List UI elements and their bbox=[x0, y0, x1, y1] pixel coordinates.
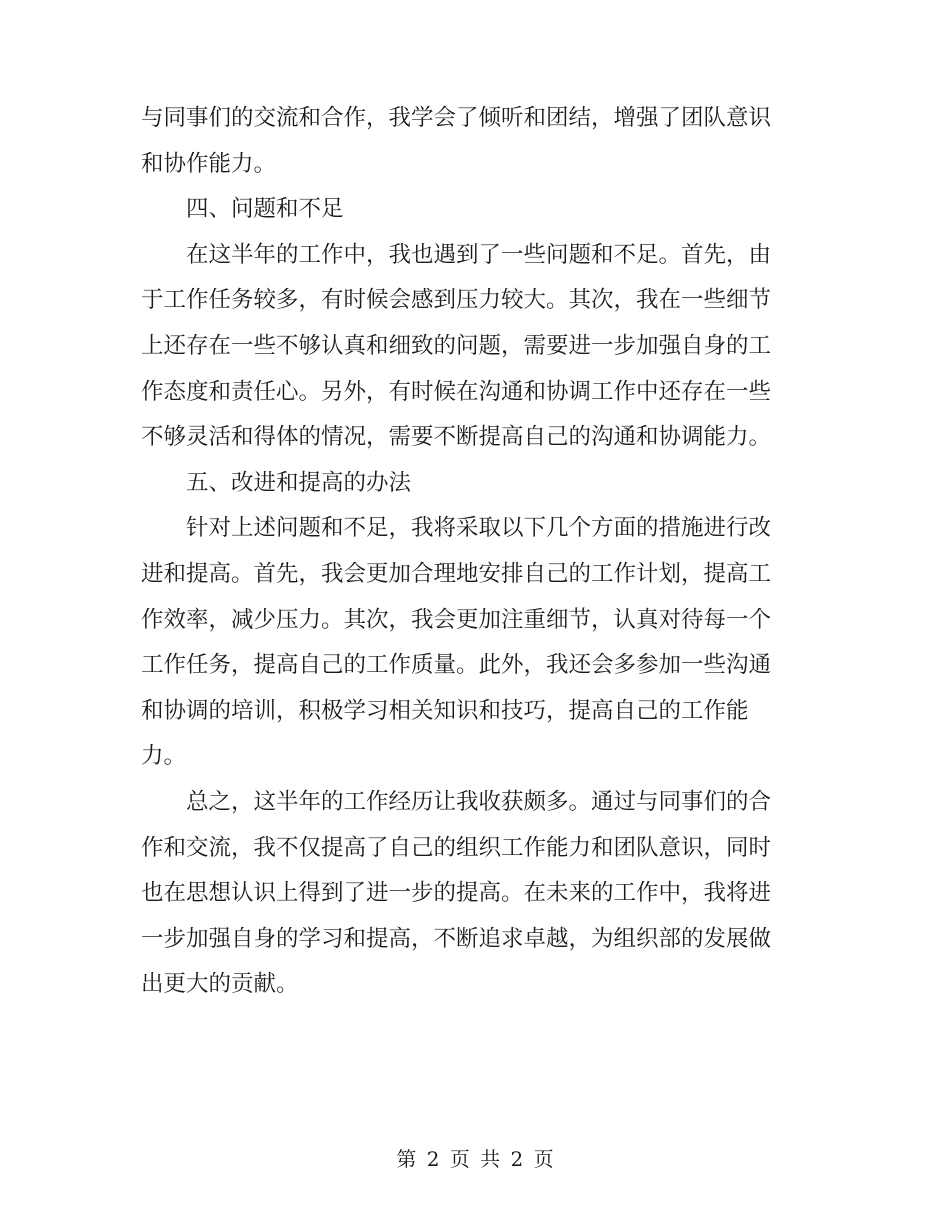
body-line: 针对上述问题和不足，我将采取以下几个方面的措施进行改 bbox=[186, 515, 772, 542]
section-heading-problems: 四、问题和不足 bbox=[186, 196, 344, 223]
body-line: 和协调的培训，积极学习相关知识和技巧，提高自己的工作能 bbox=[141, 697, 749, 724]
body-line: 作态度和责任心。另外，有时候在沟通和协调工作中还存在一些 bbox=[141, 378, 772, 405]
body-line: 上还存在一些不够认真和细致的问题，需要进一步加强自身的工 bbox=[141, 332, 772, 359]
body-line: 和协作能力。 bbox=[141, 150, 277, 177]
body-line: 总之，这半年的工作经历让我收获颇多。通过与同事们的合 bbox=[186, 788, 772, 815]
body-line: 工作任务，提高自己的工作质量。此外，我还会多参加一些沟通 bbox=[141, 652, 772, 679]
body-line: 也在思想认识上得到了进一步的提高。在未来的工作中，我将进 bbox=[141, 880, 772, 907]
page-number-footer: 第 2 页 共 2 页 bbox=[396, 1147, 554, 1171]
body-line: 不够灵活和得体的情况，需要不断提高自己的沟通和协调能力。 bbox=[141, 424, 772, 451]
document-body bbox=[141, 96, 797, 1008]
section-heading-improvements: 五、改进和提高的办法 bbox=[186, 469, 412, 496]
body-line: 一步加强自身的学习和提高，不断追求卓越，为组织部的发展做 bbox=[141, 925, 772, 952]
body-line: 力。 bbox=[141, 743, 187, 770]
body-line: 作效率，减少压力。其次，我会更加注重细节，认真对待每一个 bbox=[141, 606, 772, 633]
body-line: 进和提高。首先，我会更加合理地安排自己的工作计划，提高工 bbox=[141, 560, 772, 587]
body-line: 作和交流，我不仅提高了自己的组织工作能力和团队意识，同时 bbox=[141, 834, 772, 861]
body-line: 出更大的贡献。 bbox=[141, 971, 299, 998]
body-line: 与同事们的交流和合作，我学会了倾听和团结，增强了团队意识 bbox=[141, 105, 772, 131]
body-line: 在这半年的工作中，我也遇到了一些问题和不足。首先，由 bbox=[186, 241, 772, 268]
body-line: 于工作任务较多，有时候会感到压力较大。其次，我在一些细节 bbox=[141, 287, 772, 314]
